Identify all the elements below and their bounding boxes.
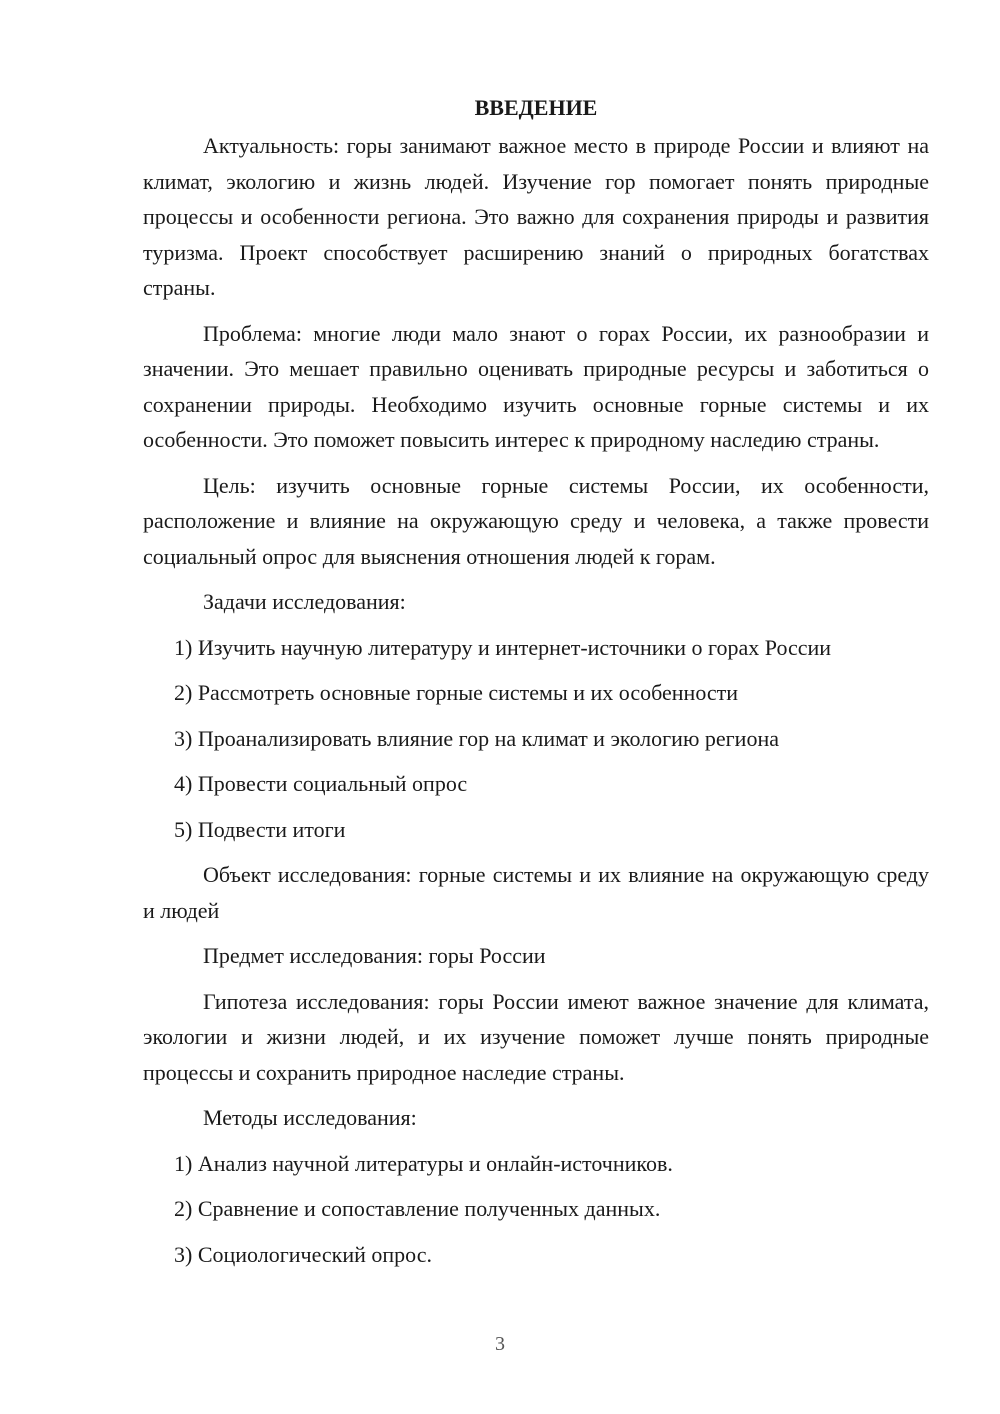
hypothesis-paragraph: Гипотеза исследования: горы России имеют важное значение для климата, экологии и жизни людей, и их изучение поможет лучше понять природные процессы и сохранить природное наследие страны.: [143, 988, 929, 1085]
relevance-paragraph: Актуальность: горы занимают важное место в природе России и влияют на климат, экологию и жизнь людей. Изучение гор помогает понять природные процессы и особенности региона. Это важно для сохранения природы и развития туризма. Проект способствует расширению знаний о природных богатствах страны.: [143, 133, 929, 300]
list-item: 1) Изучить научную литературу и интернет-источники о горах России: [174, 634, 832, 660]
document-body: [143, 92, 929, 1282]
page-title: ВВЕДЕНИЕ: [474, 95, 598, 120]
problem-paragraph: Проблема: многие люди мало знают о горах России, их разнообразии и значении. Это мешает правильно оценивать природные ресурсы и заботиться о сохранении природы. Необходимо изучить основные горные системы и их особенности. Это поможет повысить интерес к природному наследию страны.: [143, 320, 929, 452]
list-item: 2) Сравнение и сопоставление полученных данных.: [174, 1196, 661, 1221]
methods-heading: Методы исследования:: [203, 1105, 417, 1130]
subject-paragraph: Предмет исследования: горы России: [203, 943, 546, 968]
goal-paragraph: Цель: изучить основные горные системы России, их особенности, расположение и влияние на окружающую среду и человека, а также провести социальный опрос для выяснения отношения людей к горам.: [143, 472, 929, 569]
list-item: 2) Рассмотреть основные горные системы и их особенности: [174, 680, 739, 705]
tasks-heading: Задачи исследования:: [203, 589, 406, 614]
tasks-list: [143, 630, 929, 848]
object-paragraph: Объект исследования: горные системы и их влияние на окружающую среду и людей: [143, 862, 929, 923]
page-number: 3: [495, 1333, 505, 1355]
list-item: 1) Анализ научной литературы и онлайн-источников.: [174, 1150, 673, 1176]
list-item: 3) Проанализировать влияние гор на климат и экологию региона: [174, 725, 779, 751]
list-item: 5) Подвести итоги: [174, 816, 346, 842]
methods-list: [143, 1146, 929, 1273]
list-item: 4) Провести социальный опрос: [174, 771, 468, 796]
list-item: 3) Социологический опрос.: [174, 1241, 432, 1267]
